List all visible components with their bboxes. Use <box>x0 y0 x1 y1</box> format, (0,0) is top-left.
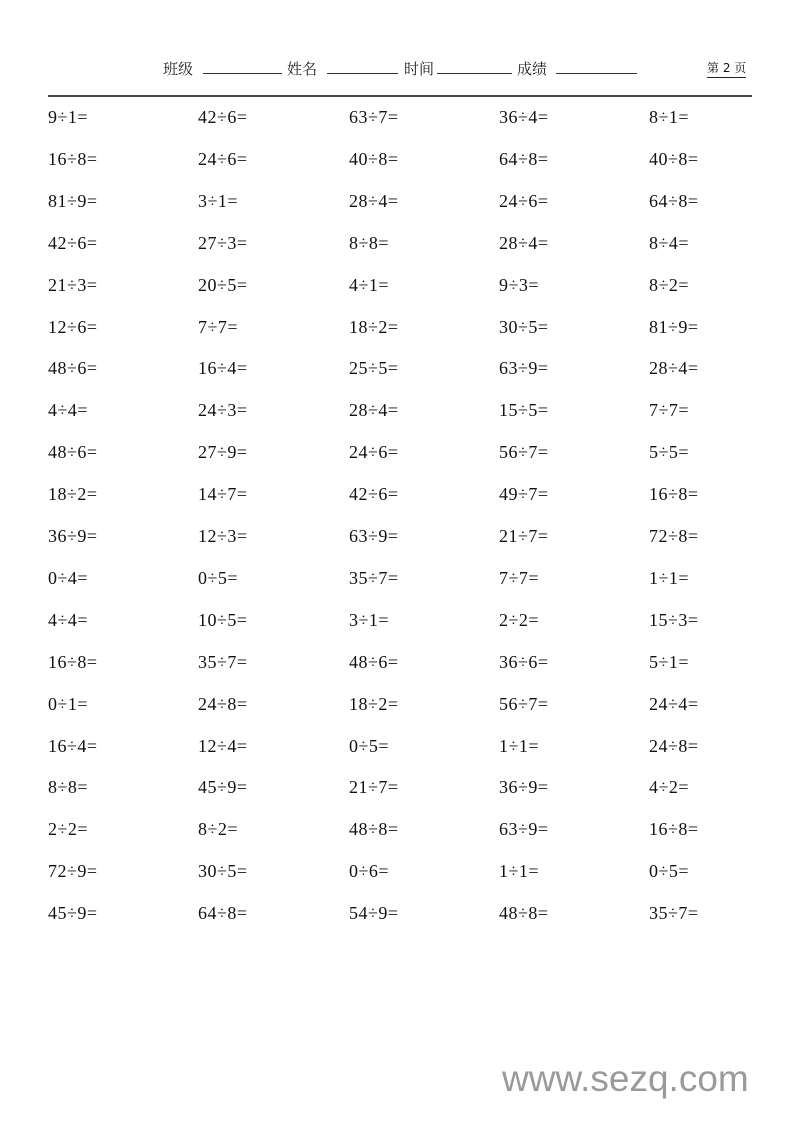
division-problem: 0÷5= <box>649 861 690 882</box>
problem-row <box>48 610 768 634</box>
division-problem: 4÷4= <box>48 400 89 421</box>
division-problem: 24÷4= <box>649 693 699 714</box>
problem-row <box>48 484 768 508</box>
division-problem: 0÷5= <box>349 735 390 756</box>
division-problem: 45÷9= <box>48 903 98 924</box>
division-problem: 18÷2= <box>349 316 399 337</box>
division-problem: 28÷4= <box>349 400 399 421</box>
division-problem: 24÷8= <box>198 693 248 714</box>
division-problem: 10÷5= <box>198 609 248 630</box>
division-problem: 2÷2= <box>499 609 540 630</box>
score-blank[interactable] <box>556 73 637 74</box>
page-number: 第 2 页 <box>707 59 746 78</box>
division-problem: 35÷7= <box>198 651 248 672</box>
division-problem: 56÷7= <box>499 693 549 714</box>
problem-row <box>48 149 768 173</box>
problem-row <box>48 233 768 257</box>
division-problem: 30÷5= <box>499 316 549 337</box>
division-problem: 28÷4= <box>649 358 699 379</box>
division-problem: 9÷1= <box>48 107 89 127</box>
division-problem: 16÷8= <box>649 484 699 505</box>
division-problem: 36÷4= <box>499 107 549 127</box>
division-problem: 63÷9= <box>349 526 399 546</box>
division-problem: 1÷1= <box>499 735 540 756</box>
division-problem: 8÷4= <box>649 232 690 253</box>
division-problem: 4÷2= <box>649 777 690 798</box>
time-label: 时间 <box>404 60 435 78</box>
problem-row <box>48 191 768 215</box>
division-problem: 81÷9= <box>649 316 699 337</box>
division-problem: 14÷7= <box>198 484 248 505</box>
division-problem: 2÷2= <box>48 819 89 840</box>
division-problem: 4÷1= <box>349 274 390 295</box>
division-problem: 63÷9= <box>499 358 549 379</box>
watermark: www.sezq.com <box>502 1058 749 1099</box>
header-divider <box>48 95 752 97</box>
problem-row <box>48 317 768 341</box>
division-problem: 24÷6= <box>349 442 399 463</box>
division-problem: 48÷6= <box>48 358 98 379</box>
division-problem: 15÷5= <box>499 400 549 421</box>
problem-row <box>48 652 768 676</box>
division-problem: 64÷8= <box>649 190 699 211</box>
division-problem: 48÷6= <box>48 442 98 463</box>
division-problem: 12÷6= <box>48 316 98 337</box>
division-problem: 0÷1= <box>48 693 89 714</box>
problem-row <box>48 903 768 927</box>
division-problem: 8÷1= <box>649 107 690 127</box>
division-problem: 1÷1= <box>649 567 690 588</box>
division-problem: 48÷6= <box>349 651 399 672</box>
problem-row <box>48 107 768 131</box>
division-problem: 28÷4= <box>349 190 399 211</box>
division-problem: 24÷8= <box>649 735 699 756</box>
problem-row <box>48 861 768 885</box>
division-problem: 42÷6= <box>198 107 248 127</box>
problem-row <box>48 442 768 466</box>
division-problem: 3÷1= <box>349 609 390 630</box>
division-problem: 16÷4= <box>48 735 98 756</box>
name-blank[interactable] <box>327 73 398 74</box>
division-problem: 35÷7= <box>649 903 699 924</box>
time-blank[interactable] <box>437 73 512 74</box>
division-problem: 20÷5= <box>198 274 248 295</box>
division-problem: 81÷9= <box>48 190 98 211</box>
problem-row <box>48 568 768 592</box>
division-problem: 54÷9= <box>349 903 399 924</box>
division-problem: 1÷1= <box>499 861 540 882</box>
problem-row <box>48 358 768 382</box>
division-problem: 28÷4= <box>499 232 549 253</box>
division-problem: 42÷6= <box>349 484 399 505</box>
problem-row <box>48 694 768 718</box>
division-problem: 63÷7= <box>349 107 399 127</box>
division-problem: 0÷5= <box>198 567 239 588</box>
division-problem: 45÷9= <box>198 777 248 798</box>
division-problem: 24÷6= <box>499 190 549 211</box>
division-problem: 42÷6= <box>48 232 98 253</box>
division-problem: 36÷9= <box>48 526 98 546</box>
division-problem: 48÷8= <box>349 819 399 840</box>
problem-row <box>48 819 768 843</box>
division-problem: 5÷1= <box>649 651 690 672</box>
division-problem: 0÷6= <box>349 861 390 882</box>
division-problem: 18÷2= <box>349 693 399 714</box>
division-problem: 16÷8= <box>48 148 98 169</box>
division-problem: 4÷4= <box>48 609 89 630</box>
division-problem: 35÷7= <box>349 567 399 588</box>
division-problem: 48÷8= <box>499 903 549 924</box>
division-problem: 49÷7= <box>499 484 549 505</box>
division-problem: 21÷3= <box>48 274 98 295</box>
division-problem: 16÷8= <box>48 651 98 672</box>
class-label: 班级 <box>163 60 194 78</box>
problem-row <box>48 275 768 299</box>
division-problem: 3÷1= <box>198 190 239 211</box>
division-problem: 16÷8= <box>649 819 699 840</box>
division-problem: 40÷8= <box>649 148 699 169</box>
division-problem: 27÷9= <box>198 442 248 463</box>
division-problem: 12÷3= <box>198 526 248 546</box>
problem-row <box>48 777 768 801</box>
class-blank[interactable] <box>203 73 282 74</box>
division-problem: 16÷4= <box>198 358 248 379</box>
division-problem: 8÷8= <box>48 777 89 798</box>
division-problem: 30÷5= <box>198 861 248 882</box>
division-problem: 15÷3= <box>649 609 699 630</box>
division-problem: 27÷3= <box>198 232 248 253</box>
division-problem: 8÷2= <box>649 274 690 295</box>
name-label: 姓名 <box>287 60 318 78</box>
division-problem: 36÷9= <box>499 777 549 798</box>
division-problem: 5÷5= <box>649 442 690 463</box>
division-problem: 8÷2= <box>198 819 239 840</box>
problem-row <box>48 736 768 760</box>
division-problem: 64÷8= <box>198 903 248 924</box>
division-problem: 9÷3= <box>499 274 540 295</box>
division-problem: 18÷2= <box>48 484 98 505</box>
division-problem: 40÷8= <box>349 148 399 169</box>
division-problem: 12÷4= <box>198 735 248 756</box>
problem-row <box>48 400 768 424</box>
division-problem: 64÷8= <box>499 148 549 169</box>
division-problem: 21÷7= <box>499 526 549 546</box>
division-problem: 0÷4= <box>48 567 89 588</box>
division-problem: 7÷7= <box>499 567 540 588</box>
division-problem: 36÷6= <box>499 651 549 672</box>
division-problem: 63÷9= <box>499 819 549 840</box>
division-problem: 56÷7= <box>499 442 549 463</box>
division-problem: 24÷3= <box>198 400 248 421</box>
score-label: 成绩 <box>517 60 548 78</box>
division-problem: 72÷8= <box>649 526 699 546</box>
division-problem: 8÷8= <box>349 232 390 253</box>
division-problem: 7÷7= <box>198 316 239 337</box>
division-problem: 72÷9= <box>48 861 98 882</box>
division-problem: 25÷5= <box>349 358 399 379</box>
division-problem: 7÷7= <box>649 400 690 421</box>
division-problem: 21÷7= <box>349 777 399 798</box>
problem-row <box>48 526 768 550</box>
division-problem: 24÷6= <box>198 148 248 169</box>
